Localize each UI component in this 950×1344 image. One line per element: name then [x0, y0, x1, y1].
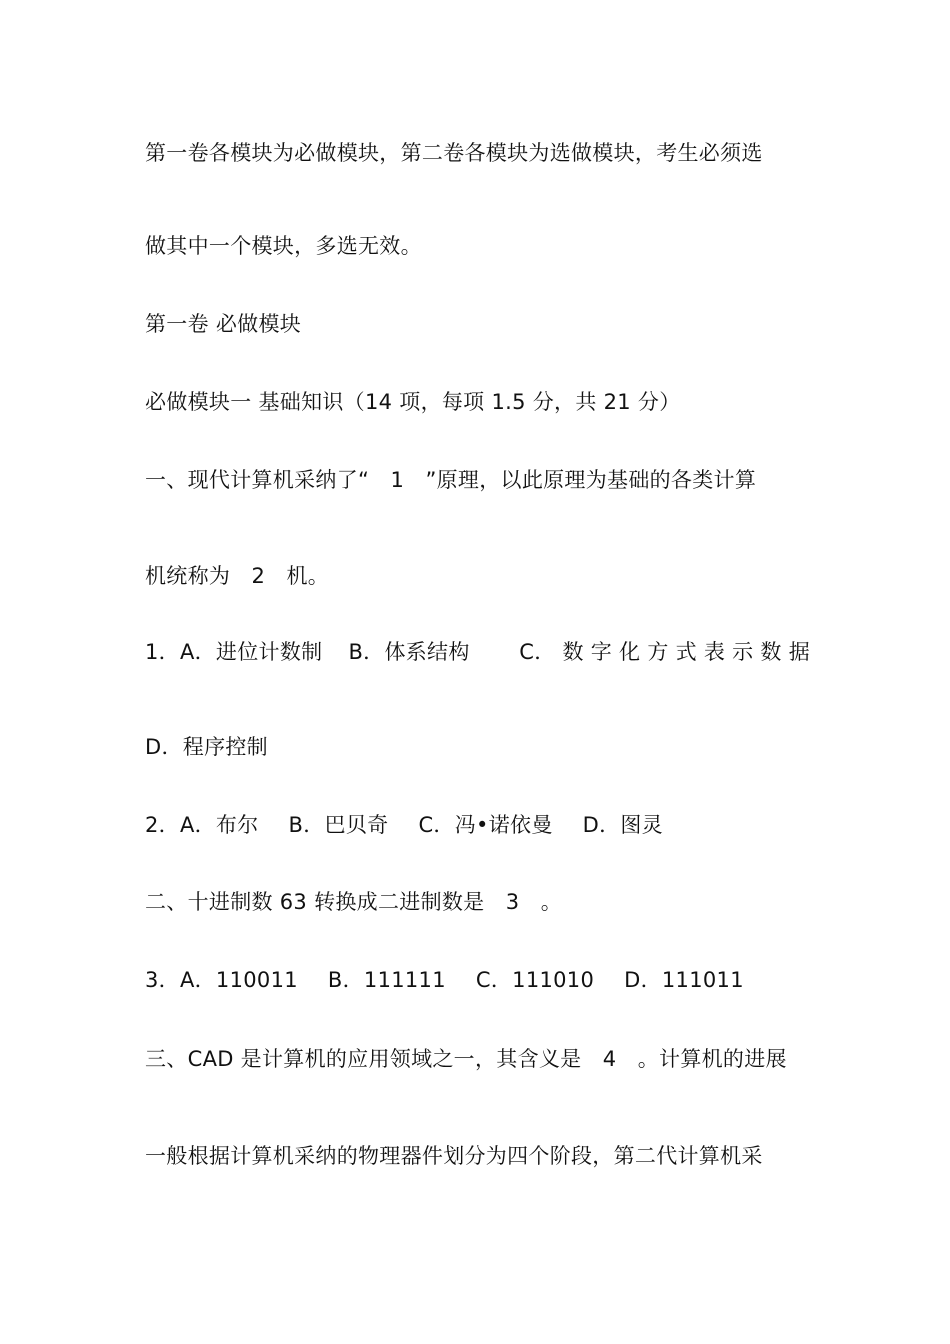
intro-line-2: 做其中一个模块，多选无效。	[145, 234, 422, 258]
question-1-line-1: 一、现代计算机采纳了“ 1 ”原理，以此原理为基础的各类计算	[145, 468, 757, 492]
module-title: 必做模块一 基础知识（14 项，每项 1.5 分，共 21 分）	[145, 390, 681, 414]
option-3c: C．111010	[475, 968, 595, 992]
question-1-line-2: 机统称为 2 机。	[145, 564, 330, 588]
option-2d: D．图灵	[582, 813, 663, 837]
option-3a: A．110011	[179, 968, 298, 992]
option-1c: C． 数 字 化 方 式 表 示 数 据	[519, 640, 810, 664]
option-number: 3．	[145, 968, 180, 992]
options-3-row	[145, 966, 810, 994]
question-2-line-1: 二、十进制数 63 转换成二进制数是 3 。	[145, 890, 563, 914]
option-2c: C．冯•诺依曼	[418, 813, 553, 837]
option-2a: A．布尔	[179, 813, 259, 837]
option-1d: D．程序控制	[145, 735, 268, 759]
question-3-text-2: 一般根据计算机采纳的物理器件划分为四个阶段，第二代计算机采	[145, 1144, 763, 1168]
option-number: 2．	[145, 813, 180, 837]
option-2b: B．巴贝奇	[288, 813, 389, 837]
option-1a: A．进位计数制	[179, 640, 323, 664]
options-2-row	[145, 811, 810, 839]
question-3-line-1	[145, 1045, 810, 1073]
option-3d: D．111011	[624, 968, 744, 992]
volume-title: 第一卷 必做模块	[145, 312, 302, 336]
options-1-left	[145, 638, 470, 666]
option-1b: B．体系结构	[348, 640, 470, 664]
option-number: 1．	[145, 640, 180, 664]
options-1-row	[145, 638, 810, 666]
intro-text-1: 第一卷各模块为必做模块，第二卷各模块为选做模块，考生必须选	[145, 141, 763, 165]
question-3-line-2	[145, 1142, 810, 1170]
intro-line-1	[145, 139, 810, 167]
option-3b: B．111111	[327, 968, 446, 992]
question-3-text-1: 三、CAD 是计算机的应用领域之一，其含义是 4 。计算机的进展	[145, 1047, 787, 1071]
